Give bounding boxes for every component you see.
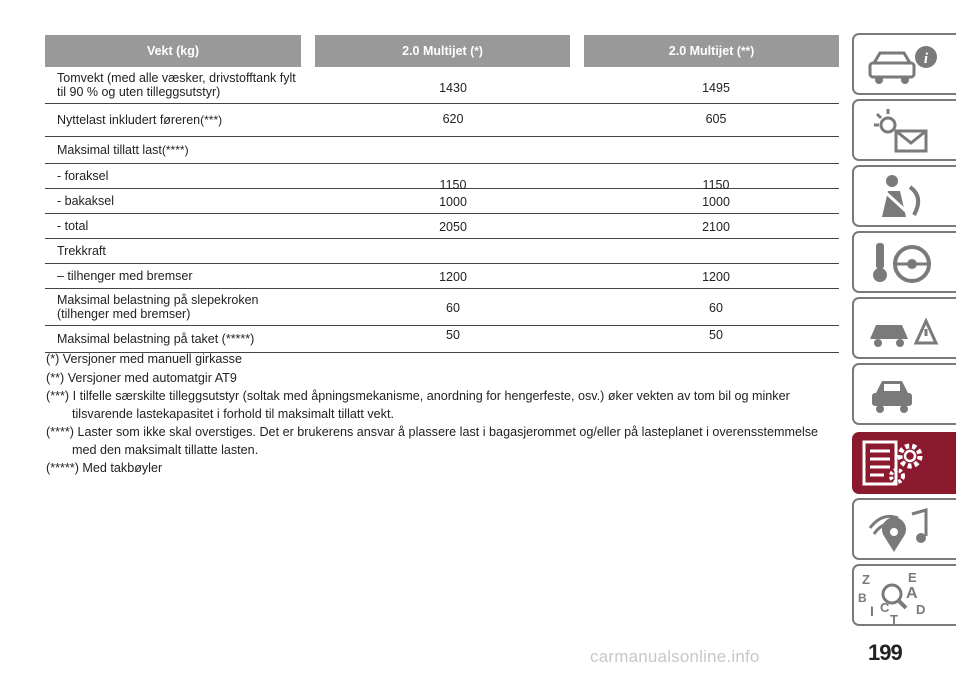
- row-label: - total: [57, 219, 89, 233]
- table-row: [45, 164, 839, 192]
- footnotes: [46, 351, 836, 479]
- row-label: Maksimal belastning på slepekroken (tilhenger med bremser): [57, 293, 259, 321]
- header-manual: 2.0 Multijet (*): [315, 35, 570, 67]
- svg-text:A: A: [906, 585, 918, 602]
- svg-text:Z: Z: [862, 572, 870, 587]
- value-manual: 1200: [439, 270, 467, 284]
- car-info-icon: [854, 35, 958, 97]
- tab-maintenance[interactable]: [852, 363, 956, 425]
- svg-text:i: i: [923, 51, 929, 67]
- watermark: carmanualsonline.info: [590, 647, 760, 666]
- breakdown-warning-icon: [854, 299, 958, 361]
- page-number: 199: [868, 640, 902, 665]
- tab-index[interactable]: [852, 564, 956, 626]
- table-row: [45, 137, 839, 164]
- svg-text:B: B: [858, 591, 867, 605]
- row-label: - foraksel: [57, 169, 109, 183]
- table-header: [45, 35, 839, 67]
- multimedia-icon: [854, 500, 958, 562]
- footnote: (*) Versjoner med manuell girkasse: [46, 352, 242, 366]
- svg-text:T: T: [890, 612, 898, 627]
- table-row: [45, 326, 839, 353]
- car-maintenance-icon: [854, 365, 958, 427]
- value-automatic: 1000: [702, 195, 730, 209]
- weights-table: [45, 35, 839, 353]
- svg-text:I: I: [870, 603, 874, 619]
- tab-starting-driving[interactable]: [852, 231, 956, 293]
- index-icon: [854, 566, 958, 628]
- footnote: (*****) Med takbøyler: [46, 461, 163, 475]
- tab-car-info[interactable]: [852, 33, 956, 95]
- value-automatic: 605: [705, 112, 727, 126]
- row-label: Tomvekt (med alle væsker, drivstofftank fylt til 90 % og uten tilleggsutstyr): [57, 71, 296, 99]
- value-automatic: 2100: [702, 220, 730, 234]
- svg-text:D: D: [916, 602, 926, 617]
- table-row: [45, 104, 839, 137]
- svg-text:C: C: [880, 600, 890, 615]
- table-row: [45, 239, 839, 264]
- value-manual: 1150: [439, 178, 467, 192]
- value-manual: 620: [442, 112, 464, 126]
- tab-safety[interactable]: [852, 165, 956, 227]
- table-row: [45, 264, 839, 289]
- footnote: (***) I tilfelle særskilte tilleggsutstyr (soltak med åpningsmekanisme, anordning for hengerfeste, osv.) øker vekten av tom bil og minker tilsvarende lastekapasitet i forhold til maksimalt tillatt vekt.: [46, 389, 790, 421]
- value-automatic: 60: [709, 301, 723, 315]
- table-row: [45, 289, 839, 326]
- row-label: Nyttelast inkludert føreren (***): [57, 113, 223, 127]
- footnote: (**) Versjoner med automatgir AT9: [46, 370, 237, 385]
- value-manual: 2050: [439, 220, 467, 234]
- value-manual: 1430: [439, 81, 467, 95]
- tab-multimedia[interactable]: [852, 498, 956, 560]
- row-label: - bakaksel: [57, 194, 114, 208]
- value-automatic: 50: [709, 328, 723, 342]
- key-steering-wheel-icon: [854, 233, 958, 295]
- table-row: [45, 189, 839, 214]
- tab-warning-lights[interactable]: [852, 99, 956, 161]
- tab-emergency[interactable]: [852, 297, 956, 359]
- value-manual: 60: [446, 301, 460, 315]
- warning-lights-icon: [854, 101, 958, 163]
- value-manual: 1000: [439, 195, 467, 209]
- row-label: – tilhenger med bremser: [57, 269, 193, 283]
- table-row: [45, 67, 839, 104]
- seatbelt-safety-icon: [854, 167, 958, 229]
- header-weight: Vekt (kg): [45, 35, 301, 67]
- value-automatic: 1200: [702, 270, 730, 284]
- tab-technical-data[interactable]: [852, 432, 956, 494]
- footnote: (****) Laster som ikke skal overstiges. Det er brukerens ansvar å plassere last i bagasjerommet og/eller på lasteplanet i overensstemmelse med den maksimalt tillatte lasten.: [46, 425, 819, 457]
- table-row: [45, 214, 839, 239]
- value-automatic: 1495: [702, 81, 730, 95]
- svg-text:E: E: [908, 570, 917, 585]
- value-automatic: 1150: [702, 178, 730, 192]
- row-label: Maksimal belastning på taket (*****): [57, 332, 255, 346]
- row-label: Maksimal tillatt last (****): [57, 143, 189, 157]
- row-label: Trekkraft: [57, 244, 106, 258]
- value-manual: 50: [446, 328, 460, 342]
- technical-data-icon: [854, 434, 958, 496]
- header-automatic: 2.0 Multijet (**): [584, 35, 839, 67]
